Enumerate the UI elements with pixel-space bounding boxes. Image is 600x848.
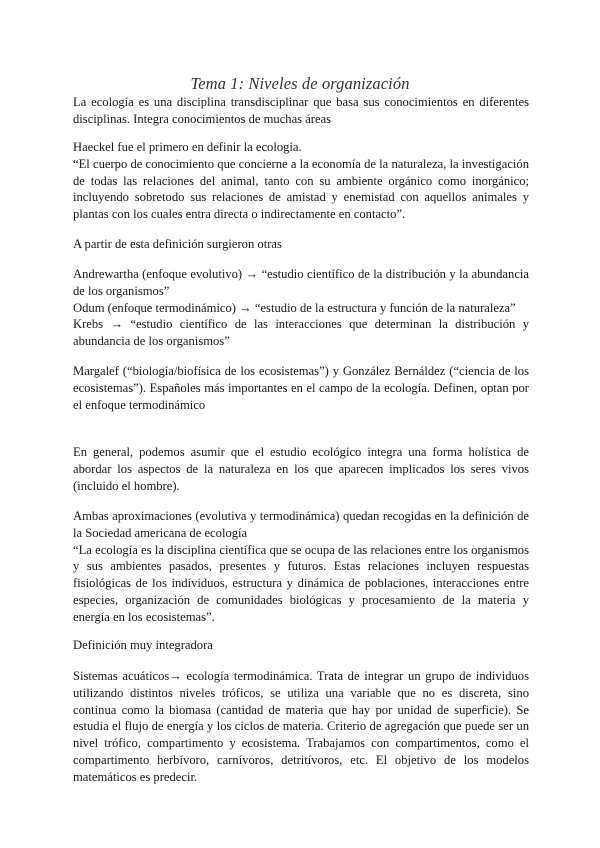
- intro-text: La ecología es una disciplina transdisciplinar que basa sus conocimientos en diferentes disciplinas. Integra conocimientos de muchas áreas: [73, 95, 529, 126]
- aquatic-text: Sistemas acuáticos→ ecología termodinámica. Trata de integrar un grupo de individuos utilizando distintos niveles tróficos, se utiliza una variable que no es discreta, sino continua como la biomasa (cantidad de materia que hay por unidad de superficie). Se estudia el flujo de energía y los ciclos de materia. Criterio de agregación que puede ser un nivel trófico, compartimento y ecosistema. Trabajamos con compartimentos, como el compartimento herbívoro, carnívoros, detritívoros, etc. El objetivo de los modelos matemáticos es predecir.: [73, 669, 529, 784]
- margalef-paragraph: [73, 363, 529, 413]
- general-paragraph: [73, 444, 529, 494]
- definitions-list: [73, 266, 529, 350]
- margalef-text: Margalef (“biología/biofísica de los ecosistemas”) y González Bernáldez (“ciencia de los ecosistemas”). Españoles más importantes en el campo de la ecología. Definen, optan por el enfoque termodinámico: [73, 364, 529, 412]
- intro-paragraph: [73, 94, 529, 128]
- page-title: Tema 1: Niveles de organización: [190, 74, 410, 93]
- society-quote: “La ecología es la disciplina científica que se ocupa de las relaciones entre los organismos y sus ambientes pasados, presentes y futuros. Estas relaciones incluyen respuestas fisiológicas de los individuos, estructura y dinámica de poblaciones, interacciones entre especies, organización de comunidades biológicas y procesamiento de la materia y energía en los ecosistemas”.: [73, 542, 529, 624]
- integrating-text: Definición muy integradora: [73, 638, 213, 652]
- integrating-line: [73, 637, 529, 654]
- both-approaches-line: Ambas aproximaciones (evolutiva y termodinámica) quedan recogidas en la definición de la Sociedad americana de ecología: [73, 509, 529, 540]
- aquatic-paragraph: [73, 668, 529, 786]
- haeckel-paragraph: [73, 139, 529, 223]
- others-intro-text: A partir de esta definición surgieron otras: [73, 237, 282, 251]
- haeckel-line: Haeckel fue el primero en definir la ecología.: [73, 140, 302, 154]
- definition-andrewartha: Andrewartha (enfoque evolutivo) → “estudio científico de la distribución y la abundancia de los organismos”: [73, 267, 529, 298]
- haeckel-quote: “El cuerpo de conocimiento que concierne a la economía de la naturaleza, la investigación de todas las relaciones del animal, tanto con su ambiente orgánico como inorgánico; incluyendo sobretodo sus relaciones de amistad y enemistad con aquellos animales y plantas con los cuales entra directa o indirectamente en contacto”.: [73, 156, 529, 222]
- definition-odum: Odum (enfoque termodinámico) → “estudio de la estructura y función de la naturaleza”: [73, 300, 516, 315]
- general-text: En general, podemos asumir que el estudio ecológico integra una forma holística de abordar los aspectos de la naturaleza en los que aparecen implicados los seres vivos (incluido el hombre).: [73, 445, 529, 493]
- definition-krebs: Krebs → “estudio científico de las interacciones que determinan la distribución y abundancia de los organismos”: [73, 317, 529, 349]
- others-intro: [73, 236, 529, 253]
- society-paragraph: [73, 508, 529, 626]
